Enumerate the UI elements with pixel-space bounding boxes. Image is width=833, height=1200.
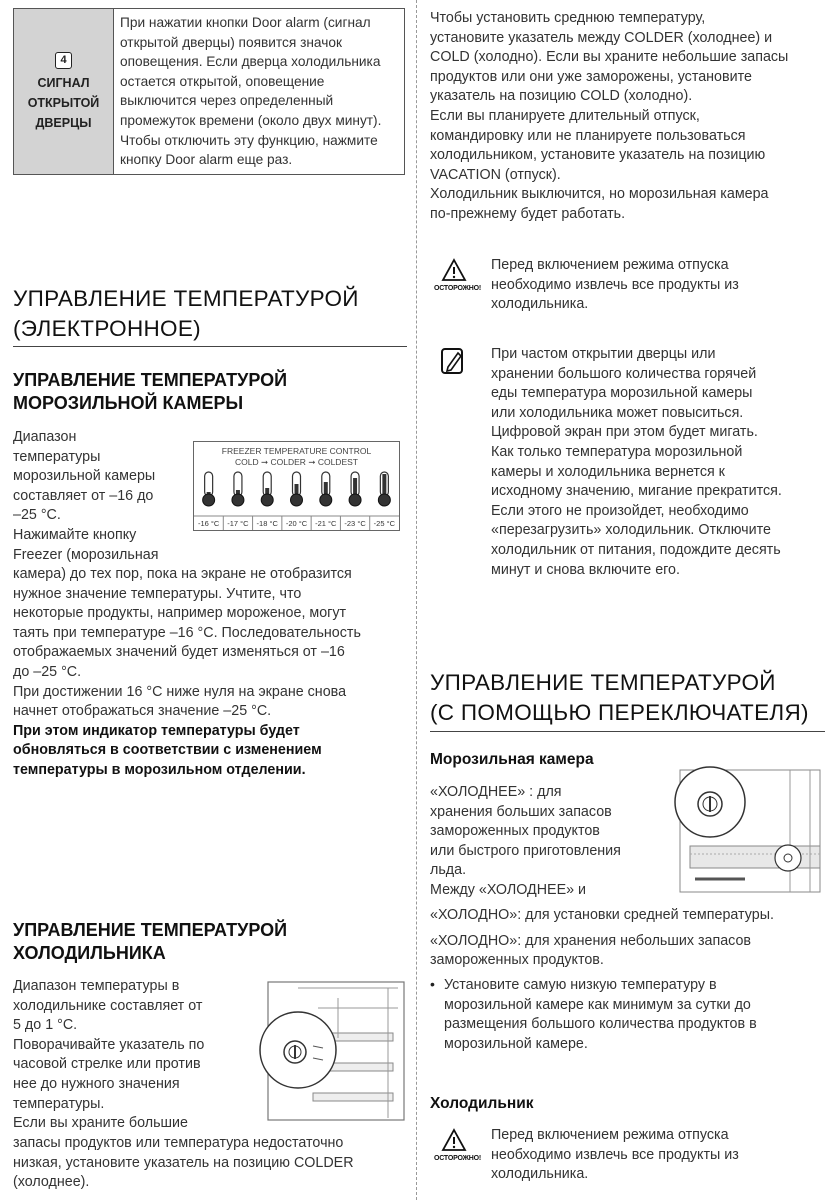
text-line: холодильником, установите указатель на позицию bbox=[430, 147, 766, 164]
text-line: нужное значение температуры. Учтите, что bbox=[13, 585, 302, 602]
bold-line: обновляться в соответствии с изменением bbox=[13, 742, 322, 759]
title-line: МОРОЗИЛЬНОЙ КАМЕРЫ bbox=[13, 393, 244, 413]
title-line: УПРАВЛЕНИЕ ТЕМПЕРАТУРОЙ bbox=[430, 670, 776, 695]
text-line: исходному значению, мигание прекратится. bbox=[491, 483, 782, 500]
text-line: открытой дверцы) появится значок bbox=[120, 34, 342, 50]
section-rule bbox=[430, 731, 825, 732]
temperature-tick-label: -23 °C bbox=[344, 519, 366, 528]
text-line: Freezer (морозильная bbox=[13, 546, 159, 563]
text-line: температуры bbox=[13, 448, 101, 465]
text-line: COLD (холодно). Если вы храните небольшие запасы bbox=[430, 49, 789, 66]
text-line: запасы продуктов или температура недостаточно bbox=[13, 1135, 344, 1151]
text-line: кнопку Door alarm еще раз. bbox=[120, 152, 293, 168]
text-line: необходимо извлечь все продукты из bbox=[491, 276, 739, 293]
text-line: выключится через определенный bbox=[120, 93, 334, 109]
caution-label: ОСТОРОЖНО! bbox=[434, 285, 481, 292]
freezer-switch-text bbox=[430, 783, 655, 901]
temperature-tick-label: -18 °C bbox=[256, 519, 278, 528]
door-alarm-description bbox=[114, 9, 405, 175]
temperature-tick-label: -25 °C bbox=[373, 519, 396, 528]
text-line: оповещения. Если дверца холодильника bbox=[120, 54, 381, 70]
text-line: Чтобы установить среднюю температуру, bbox=[430, 10, 706, 26]
thermometer-mark bbox=[232, 472, 244, 506]
text-line: холодильник от питания, подождите десять bbox=[491, 541, 781, 558]
text-line: температуры. bbox=[13, 1095, 105, 1112]
warning-triangle-icon bbox=[441, 258, 467, 282]
text-line: холодильнике составляет от bbox=[13, 997, 203, 1014]
note-pencil-icon bbox=[440, 347, 466, 375]
text-line: замороженных продуктов. bbox=[430, 952, 604, 969]
chart-thermometers bbox=[194, 468, 399, 530]
function-number-badge: 4 bbox=[55, 52, 72, 69]
text-line: (холоднее). bbox=[13, 1174, 90, 1191]
text-line: морозильной камеры bbox=[13, 468, 156, 485]
text-line: отображаемых значений будет изменяться от –16 bbox=[13, 644, 345, 661]
freezer-temperature-chart bbox=[193, 441, 400, 531]
vacation-intro-text bbox=[430, 9, 830, 225]
text-line: морозильной камере. bbox=[444, 1035, 588, 1052]
title-line: УПРАВЛЕНИЕ ТЕМПЕРАТУРОЙ bbox=[13, 920, 288, 940]
thermometer-mark bbox=[291, 472, 303, 506]
text-line: При нажатии кнопки Door alarm (сигнал bbox=[120, 15, 371, 30]
title-line: УПРАВЛЕНИЕ ТЕМПЕРАТУРОЙ bbox=[13, 286, 359, 311]
caution-block-1 bbox=[434, 258, 481, 292]
caution-block-2 bbox=[434, 1128, 481, 1162]
text-line: Холодильник выключится, но морозильная камера bbox=[430, 186, 769, 203]
fridge-range-text bbox=[13, 977, 263, 1134]
text-line: до –25 °C. bbox=[13, 663, 82, 680]
column-divider bbox=[416, 0, 417, 1200]
text-line: При частом открытии дверцы или bbox=[491, 346, 716, 362]
text-line: Поворачивайте указатель по bbox=[13, 1036, 205, 1053]
caution-text-2 bbox=[491, 1126, 821, 1185]
section-rule bbox=[13, 346, 407, 347]
freezer-switch-text-wide bbox=[430, 906, 830, 971]
alarm-label-line: СИГНАЛ bbox=[37, 76, 90, 91]
text-line: по-прежнему будет работать. bbox=[430, 205, 626, 222]
text-line: 5 до 1 °C. bbox=[13, 1017, 78, 1034]
text-line: остается открытой, оповещение bbox=[120, 73, 325, 89]
text-line: необходимо извлечь все продукты из bbox=[491, 1146, 739, 1163]
text-line: Между «ХОЛОДНЕЕ» и bbox=[430, 881, 587, 898]
text-line: Чтобы отключить эту функцию, нажмите bbox=[120, 132, 378, 148]
scale-coldest: COLDEST bbox=[317, 457, 358, 467]
temperature-tick-label: -17 °C bbox=[227, 519, 249, 528]
title-line: ХОЛОДИЛЬНИКА bbox=[13, 943, 166, 963]
freezer-subtitle: Морозильная камера bbox=[430, 751, 594, 768]
text-line: «ХОЛОДНЕЕ» : для bbox=[430, 784, 562, 800]
note-text bbox=[491, 345, 826, 580]
temperature-tick-label: -21 °C bbox=[315, 519, 337, 528]
text-line: указатель на позицию COLD (холодно). bbox=[430, 88, 693, 105]
freezer-instructions bbox=[13, 565, 408, 781]
text-line: еды температура морозильной камеры bbox=[491, 385, 753, 402]
text-line: Диапазон bbox=[13, 429, 77, 445]
fridge-colder-text bbox=[13, 1134, 408, 1193]
thermometer-mark bbox=[261, 472, 273, 506]
temperature-tick-label: -20 °C bbox=[285, 519, 308, 528]
text-line: Если вы храните большие bbox=[13, 1115, 188, 1132]
text-line: хранения больших запасов bbox=[430, 803, 612, 820]
fridge-dial-illustration bbox=[258, 978, 406, 1128]
text-line: продуктов или они уже заморожены, установите bbox=[430, 68, 752, 85]
text-line: установите указатель между COLDER (холоднее) и bbox=[430, 29, 773, 46]
text-line: Если этого не произойдет, необходимо bbox=[491, 502, 749, 519]
alarm-label-line: ОТКРЫТОЙ bbox=[27, 96, 100, 111]
electronic-control-title bbox=[13, 284, 359, 344]
title-line: УПРАВЛЕНИЕ ТЕМПЕРАТУРОЙ bbox=[13, 370, 288, 390]
text-line: Нажимайте кнопку bbox=[13, 526, 137, 543]
freezer-control-title bbox=[13, 369, 287, 415]
thermometer-mark bbox=[378, 472, 390, 506]
switch-control-title bbox=[430, 668, 809, 728]
text-line: льда. bbox=[430, 862, 467, 879]
text-line: VACATION (отпуск). bbox=[430, 166, 561, 183]
title-line: (С ПОМОЩЬЮ ПЕРЕКЛЮЧАТЕЛЯ) bbox=[430, 700, 809, 725]
text-line: нее до нужного значения bbox=[13, 1075, 180, 1092]
text-line: или быстрого приготовления bbox=[430, 842, 621, 859]
text-line: или холодильника может повыситься. bbox=[491, 404, 744, 421]
text-line: часовой стрелке или против bbox=[13, 1056, 201, 1073]
text-line: Диапазон температуры в bbox=[13, 978, 180, 994]
thermometer-mark bbox=[203, 472, 215, 506]
text-line: –25 °C. bbox=[13, 507, 61, 524]
caution-text-1 bbox=[491, 256, 821, 315]
text-line: составляет от –16 до bbox=[13, 487, 154, 504]
fridge-control-title bbox=[13, 919, 287, 965]
arrow-right-icon: ➞ bbox=[308, 457, 316, 467]
text-line: Перед включением режима отпуска bbox=[491, 1127, 729, 1143]
text-line: командировку или не планируете пользоваться bbox=[430, 127, 746, 144]
text-line: некоторые продукты, например мороженое, могут bbox=[13, 605, 347, 622]
text-line: Установите самую низкую температуру в bbox=[444, 977, 717, 993]
freezer-dial-illustration bbox=[660, 766, 825, 896]
text-line: замороженных продуктов bbox=[430, 823, 600, 840]
scale-colder: COLDER bbox=[270, 457, 306, 467]
text-line: низкая, установите указатель на позицию COLDER bbox=[13, 1154, 354, 1171]
arrow-right-icon: ➞ bbox=[261, 457, 269, 467]
chart-scale bbox=[194, 457, 399, 468]
text-line: промежуток времени (около двух минут). bbox=[120, 112, 382, 128]
door-alarm-box bbox=[13, 8, 405, 175]
thermometer-mark bbox=[349, 472, 361, 506]
bold-line: При этом индикатор температуры будет bbox=[13, 722, 300, 739]
text-line: морозильной камере как минимум за сутки до bbox=[444, 996, 751, 1013]
text-line: минут и снова включите его. bbox=[491, 561, 680, 578]
fridge-subtitle: Холодильник bbox=[430, 1095, 534, 1112]
caution-label: ОСТОРОЖНО! bbox=[434, 1155, 481, 1162]
text-line: размещения большого количества продуктов в bbox=[444, 1016, 757, 1033]
text-line: Если вы планируете длительный отпуск, bbox=[430, 107, 700, 124]
text-line: Как только температура морозильной bbox=[491, 443, 743, 460]
warning-triangle-icon bbox=[441, 1128, 467, 1152]
title-line: (ЭЛЕКТРОННОЕ) bbox=[13, 316, 201, 341]
text-line: Перед включением режима отпуска bbox=[491, 257, 729, 273]
door-alarm-label-cell bbox=[14, 9, 114, 175]
text-line: холодильника. bbox=[491, 296, 589, 313]
text-line: При достижении 16 °C ниже нуля на экране снова bbox=[13, 683, 347, 700]
text-line: Цифровой экран при этом будет мигать. bbox=[491, 424, 758, 441]
text-line: камеры и холодильника вернется к bbox=[491, 463, 725, 480]
text-line: камера) до тех пор, пока на экране не отобразится bbox=[13, 566, 352, 582]
bullet-text bbox=[444, 976, 829, 1054]
text-line: «ХОЛОДНО»: для хранения небольших запасов bbox=[430, 932, 752, 949]
freezer-range-text bbox=[13, 428, 193, 565]
temperature-tick-label: -16 °C bbox=[197, 519, 220, 528]
text-line: таять при температуре –16 °C. Последовательность bbox=[13, 624, 361, 641]
scale-cold: COLD bbox=[235, 457, 259, 467]
text-line: хранении большого количества горячей bbox=[491, 365, 757, 382]
thermometer-mark bbox=[320, 472, 332, 506]
text-line: холодильника. bbox=[491, 1166, 589, 1183]
alarm-label-line: ДВЕРЦЫ bbox=[35, 116, 92, 131]
chart-title: FREEZER TEMPERATURE CONTROL bbox=[221, 446, 372, 456]
bullet-dot: • bbox=[430, 976, 435, 992]
text-line: «ХОЛОДНО»: для установки средней температуры. bbox=[430, 907, 774, 923]
bold-line: температуры в морозильном отделении. bbox=[13, 761, 306, 778]
text-line: начнет отображаться значение –25 °C. bbox=[13, 703, 272, 720]
text-line: «перезагрузить» холодильник. Отключите bbox=[491, 522, 771, 539]
